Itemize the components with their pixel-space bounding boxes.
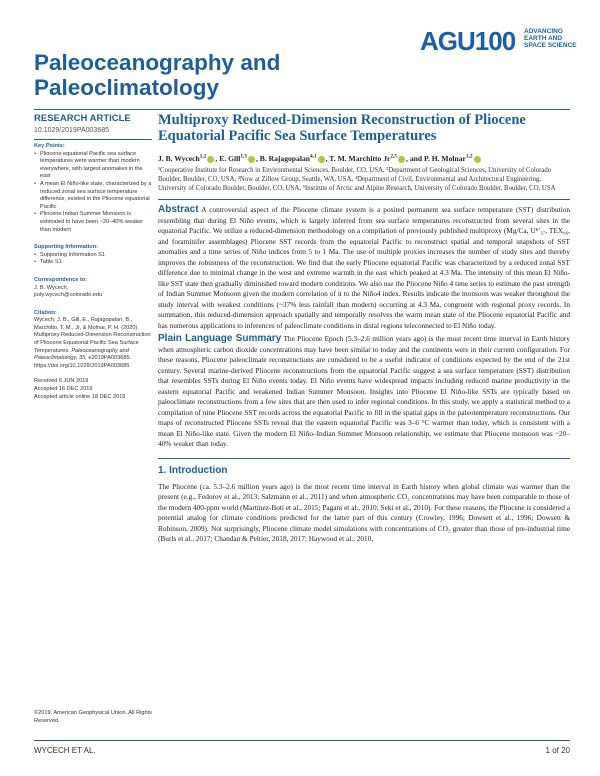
citation-text: Wycech, J. B., Gill, E., Rajagopalan, B., Marchitto, T. M., Jr, & Molnar, P. H. (2020). Multiproxy Reduced-Dimension Reconstruction of Pliocene Equatorial Pacific Sea Surface Temperatures. Paleoceanography and Paleoclimatology, 35, e2019PA003685. https://doi.org/10.1029/2019PA003685 <box>34 317 151 369</box>
section-divider <box>158 199 570 200</box>
journal-title: Paleoceanography and Paleoclimatology <box>34 50 281 100</box>
supporting-info-heading: Supporting Information: <box>34 244 99 251</box>
key-points-list <box>34 151 152 235</box>
abstract-heading: Abstract <box>158 204 199 215</box>
orcid-icon[interactable] <box>248 156 255 163</box>
key-points-heading: Key Points: <box>34 143 65 149</box>
author: E. Gill <box>219 154 241 163</box>
orcid-icon[interactable] <box>318 156 325 163</box>
author: and P. H. Molnar <box>409 154 466 163</box>
orcid-icon[interactable] <box>207 156 214 163</box>
introduction-text: The Pliocene (ca. 5.3–2.6 million years ago) is the most recent time interval in Earth history when global climate was warmer than the present (e.g., Fedorov et al., 2013; Salzmann et al., 2011) and when atmospheric CO₂ concentrations may have been comparable to those of the modern 400-ppm world (Martínez-Botí et al., 2015; Pagani et al., 2010; Seki et al., 2010). For these reasons, the Pliocene is considered a potential analog for climate conditions predicted for the latter part of this century (Crowley, 1996; Dowsett et al., 1996; Dowsett & Robinson, 2009). Not surprisingly, Pliocene climate model simulations with concentrations of CO₂ greater than those of pre-industrial time (Burls et al., 2017; Chandan & Peltier, 2018, 2017; Haywood et al., 2010, <box>158 481 570 543</box>
correspondence-heading: Correspondence to: <box>34 276 88 283</box>
abstract <box>158 205 570 331</box>
article-title: Multiproxy Reduced-Dimension Reconstruction of Pliocene Equatorial Pacific Sea Surface Temperatures <box>158 112 526 144</box>
pls-text: The Pliocene Epoch (5.3–2.6 million years ago) is the most recent time interval in Earth history when atmospheric carbon dioxide concentrations may have been similar to today and the continents were in their current configuration. For these reasons, Pliocene paleoclimate reconstructions are considered to be a useful indicator of conditions expected by the end of the 21st century. Several marine-derived Pliocene reconstructions from the equatorial Pacific suggest a sea surface temperature (SST) distribution that resembles SSTs during El Niño events today. El Niño events have widespread impacts including reduced marine productivity in the eastern equatorial Pacific and weakened Indian Summer Monsoon. Insights into Pliocene El Niño-like SSTs are typically based on paleoclimate reconstructions from a few sites that are then used to infer regional conditions. In this study, we apply a statistical method to a compilation of nine Pliocene SST records across the equatorial Pacific to fill in the spatial gaps in the paleotemperature reconstructions. Our maps of reconstructed Pliocene SSTs reveal that the eastern equatorial Pacific was 3–6 °C warmer than today, which is consistent with a mean El Niño-like state. Given the modern El Niño–Indian Summer Monsoon relationship, we estimate that Pliocene monsoon was ~20–40% weaker than today. <box>158 334 570 448</box>
abstract-text: A controversial aspect of the Pliocene climate system is a posited permanent sea surface temperature (SST) distribution resembling that during El Niño events, which is largely inferred from sea surface temperatures reconstructed from several sites in the equatorial Pacific. We utilize a reduced-dimension methodology on a compilation of previously published multiproxy (Mg/Ca, Uᴷ'₃₇, TEX₈₆, and foraminifer assemblages) Pliocene SST records from the equatorial Pacific to reconstruct spatial and temporal snapshots of SST anomalies and a time series of Niño indices from 5 to 1 Ma. The use of multiple proxies increases the number of study sites and thereby improves the robustness of the reconstruction. We find that the early Pliocene equatorial Pacific was characterized by a reduced zonal SST difference due to minimal change in the west and extreme warmth in the east which peaked at 4.3 Ma. The intensity of this mean El Niño-like SST state then gradually diminished toward modern conditions. We also use the Pliocene Niño 4 time series to estimate the past strength of Indian Summer Monsoon given the modern correlation of it to the Niño4 index. Results indicate the monsoon was weaker throughout the study interval with weakest conditions (~37% less rainfall than modern) occurring at 4.3 Ma, congruent with regional proxy records. In summation, this reduced-dimension approach spatially and temporally resolves the warm mean state of the Pliocene equatorial Pacific and has numerous applications to inferences of paleoclimate conditions in distal regions teleconnected to El Niño today. <box>158 205 570 330</box>
author: B. Rajagopalan <box>259 154 310 163</box>
key-point: • Pliocene Indian Summer Monsoon is estimated to have been ~20–40% weaker than modern <box>40 211 152 234</box>
online-date: Accepted article online 18 DEC 2019 <box>34 393 126 400</box>
research-type: RESEARCH ARTICLE <box>34 113 131 124</box>
sidebar-divider <box>34 139 152 140</box>
author-list: J. B. Wycech$^{1,2}$ , E. Gill$^{1,3}$ , B. Rajagopalan$^{4,1}$ , T. M. Marchitto Jr$^{2,5}$ , and P. H. Molnar$^{1,2}$ <box>158 154 570 163</box>
main-content <box>158 110 570 545</box>
correspondence-email[interactable]: jody.wycech@colorado.edu <box>34 292 103 299</box>
sidebar <box>34 113 152 401</box>
received-date: Received 6 JUN 2019 <box>34 378 89 385</box>
supporting-info-item[interactable]: • Table S1 <box>40 259 152 267</box>
affiliations: ¹Cooperative Institute for Research in Environmental Sciences, Boulder, CO, USA, ²Department of Geological Sciences, University of Colorado Boulder, Boulder, CO, USA, ³Now at Zillow Group, Seattle, WA, USA, ⁴Department of Civil, Environmental and Architectural Engineering, University of Colorado Boulder, Boulder, CO, USA, ⁵Institute of Arctic and Alpine Research, University of Colorado Boulder, Boulder, CO, USA <box>158 167 556 192</box>
author: T. M. Marchitto Jr <box>329 154 391 163</box>
pls-heading: Plain Language Summary <box>158 333 282 344</box>
key-point: • A mean El Niño-like state, characterized by a reduced zonal sea surface temperature difference, existed in the Pliocene equatorial Pacific <box>40 181 152 211</box>
running-footer-authors: WYCECH ET AL. <box>34 746 96 755</box>
footer-divider <box>34 740 570 741</box>
plain-language-summary <box>158 334 570 450</box>
supporting-info-list <box>34 252 152 267</box>
supporting-info-item[interactable]: • Supporting Information S1 <box>40 252 152 260</box>
section-divider <box>158 458 570 459</box>
introduction-heading: 1. Introduction <box>158 464 228 476</box>
logo-main: AGU100 <box>420 26 516 56</box>
author: J. B. Wycech <box>158 154 200 163</box>
agu-logo <box>420 20 580 60</box>
citation-heading: Citation: <box>34 309 57 316</box>
copyright-notice: ©2019. American Geophysical Union. All Rights Reserved. <box>34 710 152 724</box>
logo-tagline: ADVANCING EARTH AND SPACE SCIENCE <box>524 28 577 49</box>
orcid-icon[interactable] <box>398 156 405 163</box>
accepted-date: Accepted 16 DEC 2019 <box>34 386 93 393</box>
orcid-icon[interactable] <box>474 156 481 163</box>
key-point: • Pliocene equatorial Pacific sea surface temperatures were warmer than modern everywhere, with largest anomalies in the east <box>40 151 152 181</box>
page-number: 1 of 20 <box>545 746 570 755</box>
correspondence-name: J. B. Wycech, <box>34 284 69 291</box>
article-doi[interactable]: 10.1029/2019PA003685 <box>34 127 109 134</box>
